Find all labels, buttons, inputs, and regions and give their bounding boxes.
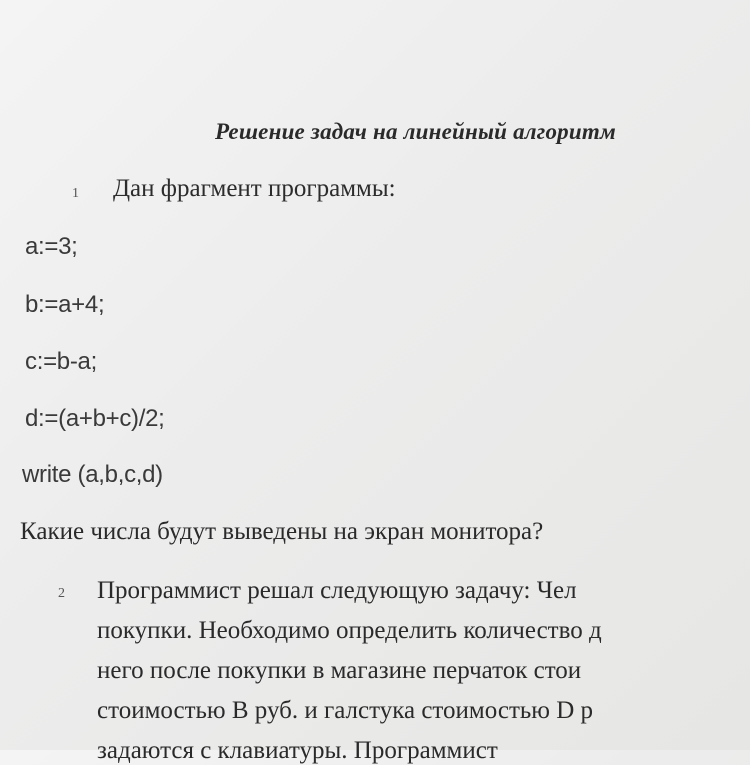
task-2-number: 2 <box>58 586 65 601</box>
task-1-question: Какие числа будут выведены на экран монитора? <box>20 518 544 545</box>
task-2-line-3: него после покупки в магазине перчаток стои <box>97 657 582 684</box>
task-2-line-5: задаются с клавиатуры. Программист <box>97 737 498 764</box>
code-line-4: d:=(a+b+c)/2; <box>25 405 165 432</box>
code-line-3: c:=b-a; <box>25 348 97 375</box>
task-2-line-1: Программист решал следующую задачу: Чел <box>97 577 577 604</box>
task-2-line-4: стоимостью В руб. и галстука стоимостью D р <box>97 697 593 724</box>
code-line-5: write (a,b,c,d) <box>22 461 163 488</box>
code-line-1: a:=3; <box>25 233 78 260</box>
task-2-line-2: покупки. Необходимо определить количество д <box>97 617 602 644</box>
task-1-text: Дан фрагмент программы: <box>113 175 396 202</box>
code-line-2: b:=a+4; <box>25 291 105 318</box>
page-title: Решение задач на линейный алгоритм <box>215 119 616 144</box>
task-1-number: 1 <box>72 186 79 201</box>
